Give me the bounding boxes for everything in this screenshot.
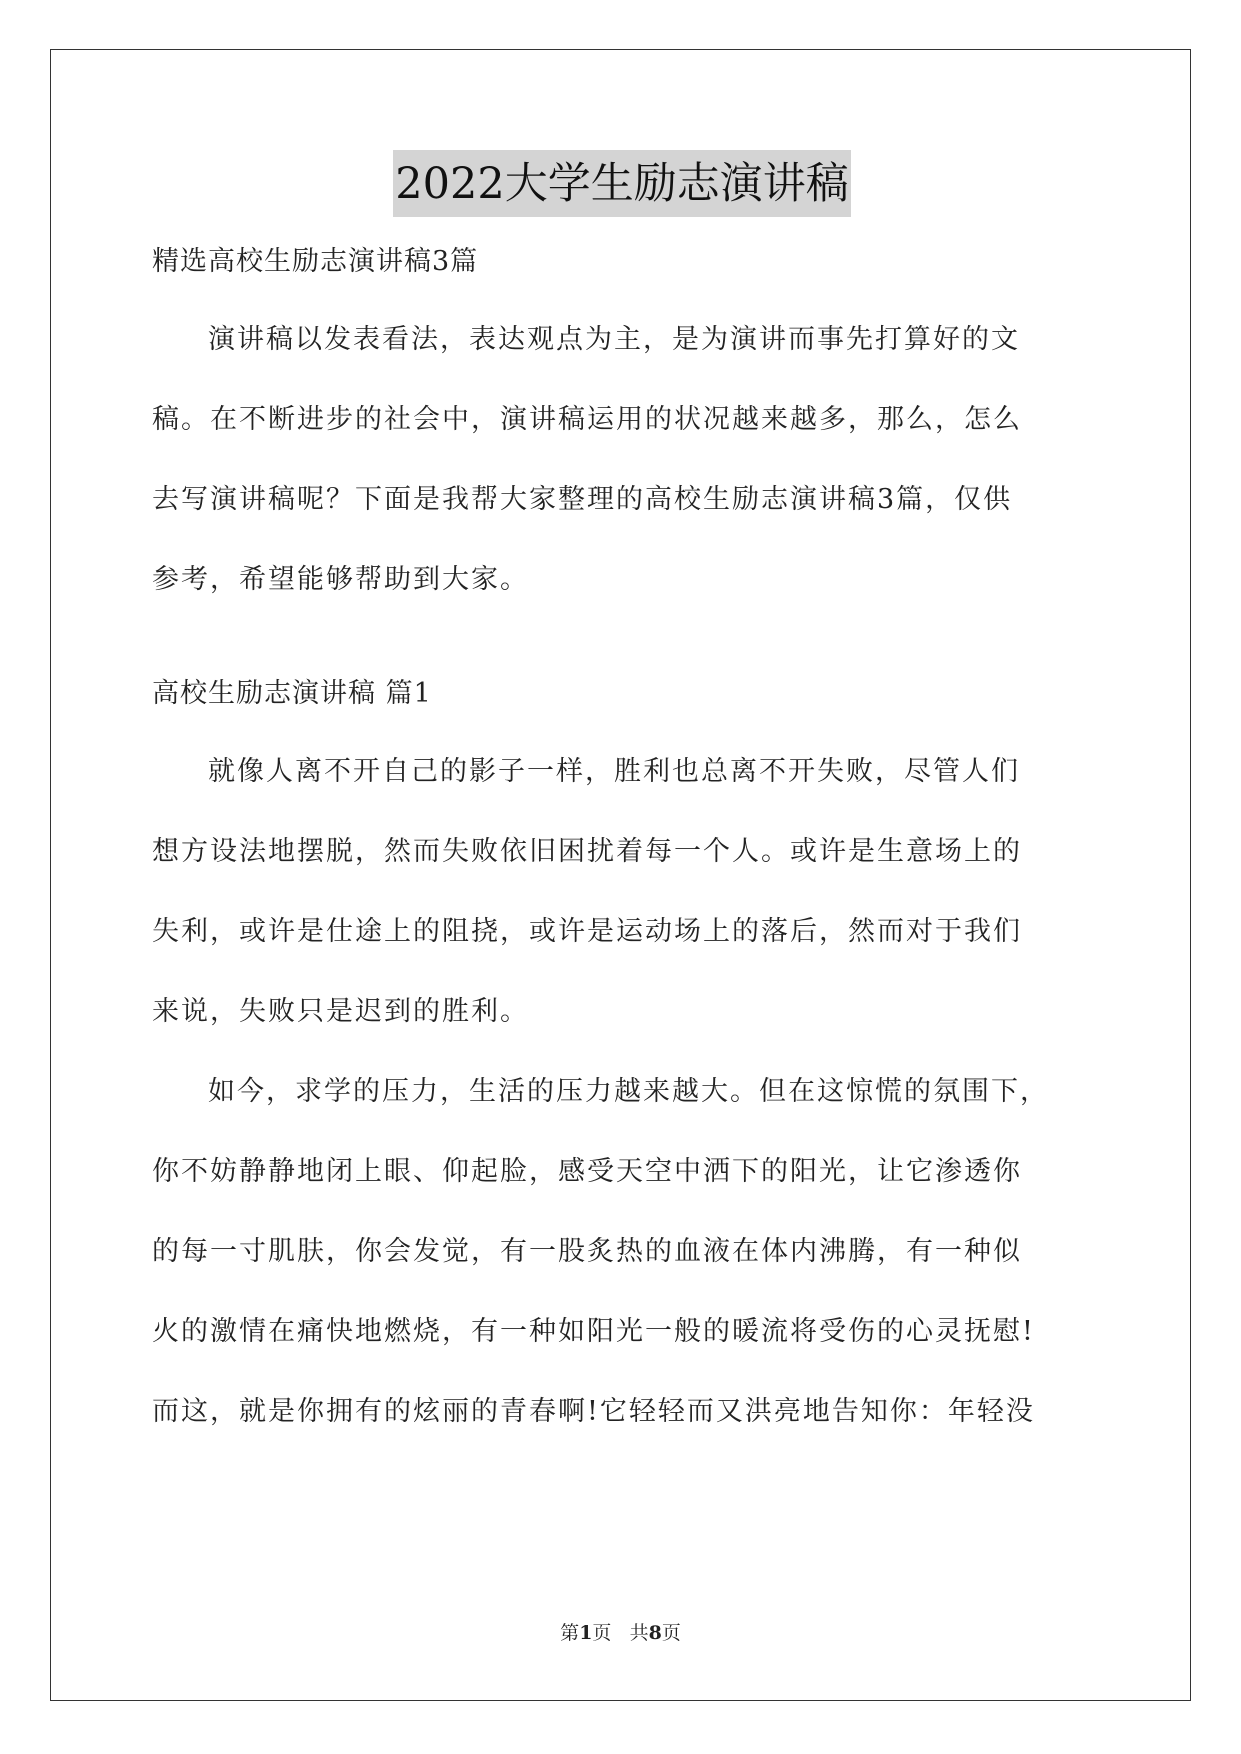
document-title: 2022大学生励志演讲稿	[393, 150, 850, 217]
total-suffix: 页	[661, 1622, 681, 1644]
paragraph-line: 你不妨静静地闭上眼、仰起脸，感受天空中洒下的阳光，让它渗透你	[152, 1156, 1022, 1187]
page-current: 1	[579, 1622, 593, 1644]
paragraph-line: 失利，或许是仕途上的阻挠，或许是运动场上的落后，然而对于我们	[152, 916, 1022, 947]
section-heading: 高校生励志演讲稿 篇1	[152, 678, 432, 709]
total-prefix: 共	[629, 1622, 649, 1644]
page-prefix: 第	[560, 1622, 580, 1644]
document-subtitle: 精选高校生励志演讲稿3篇	[152, 246, 479, 277]
intro-line: 稿。在不断进步的社会中，演讲稿运用的状况越来越多，那么，怎么	[152, 404, 1022, 435]
page-footer	[0, 1618, 1241, 1645]
intro-line: 参考，希望能够帮助到大家。	[152, 564, 529, 595]
paragraph-line: 火的激情在痛快地燃烧，有一种如阳光一般的暖流将受伤的心灵抚慰!	[152, 1316, 1035, 1347]
intro-paragraph	[152, 300, 1092, 620]
title-wrap	[152, 150, 1092, 222]
paragraph-line: 的每一寸肌肤，你会发觉，有一股炙热的血液在体内沸腾，有一种似	[152, 1236, 1022, 1267]
paragraph-2	[152, 1052, 1092, 1452]
paragraph-line: 想方设法地摆脱，然而失败依旧困扰着每一个人。或许是生意场上的	[152, 836, 1022, 867]
intro-line: 去写演讲稿呢？下面是我帮大家整理的高校生励志演讲稿3篇，仅供	[152, 484, 1013, 515]
page-total: 8	[648, 1622, 662, 1644]
document-body	[152, 150, 1092, 1427]
paragraph-line: 如今，求学的压力，生活的压力越来越大。但在这惊慌的氛围下，	[208, 1076, 1049, 1107]
page-suffix: 页	[592, 1622, 612, 1644]
intro-line: 演讲稿以发表看法，表达观点为主，是为演讲而事先打算好的文	[208, 324, 1020, 355]
paragraph-line: 来说，失败只是迟到的胜利。	[152, 996, 529, 1027]
paragraph-line: 而这，就是你拥有的炫丽的青春啊!它轻轻而又洪亮地告知你：年轻没	[152, 1396, 1035, 1427]
paragraph-1	[152, 732, 1092, 1052]
paragraph-line: 就像人离不开自己的影子一样，胜利也总离不开失败，尽管人们	[208, 756, 1020, 787]
